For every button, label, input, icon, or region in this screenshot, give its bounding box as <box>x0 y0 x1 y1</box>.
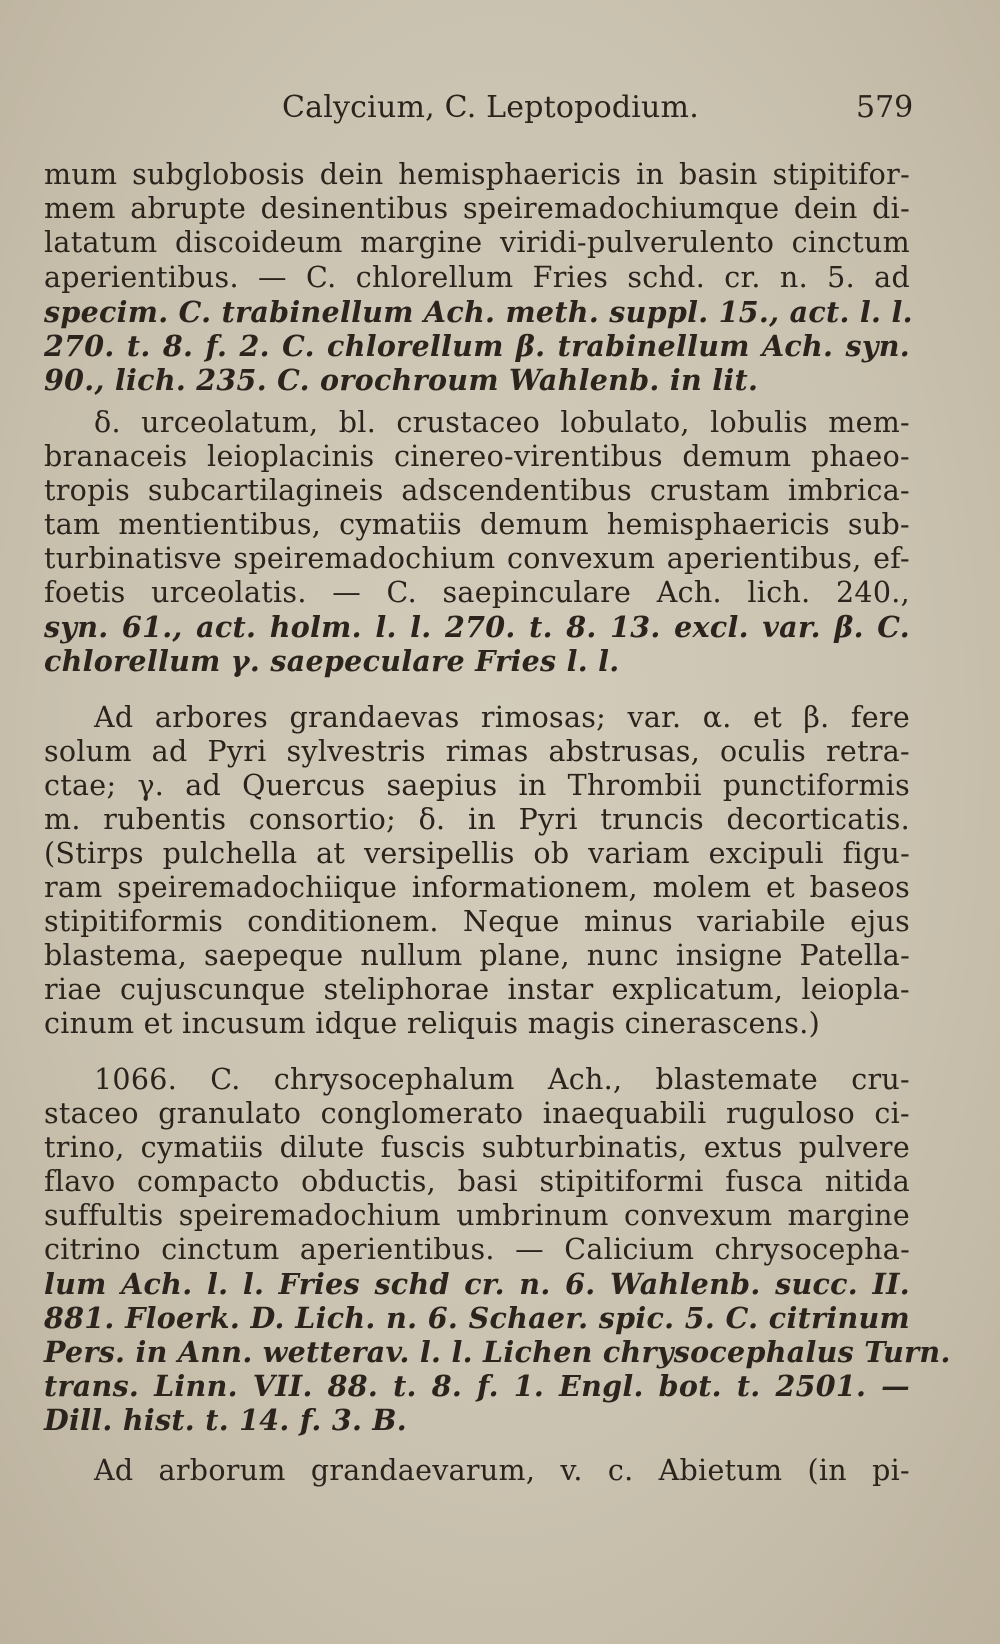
running-header <box>0 84 1000 132</box>
text-line: riae cujuscunque steliphorae instar explicatum, leiopla- <box>44 973 910 1006</box>
page-number: 579 <box>856 90 914 125</box>
text-line: Pers. in Ann. wetterav. l. l. Lichen chrysocephalus Turn. <box>44 1335 951 1369</box>
text-line: chlorellum γ. saepeculare Fries l. l. <box>44 644 620 678</box>
text-line: blastema, saepeque nullum plane, nunc insigne Patella- <box>44 939 910 972</box>
text-line: 270. t. 8. f. 2. C. chlorellum β. trabinellum Ach. syn. <box>44 329 910 363</box>
text-line: Dill. hist. t. 14. f. 3. B. <box>44 1403 408 1437</box>
text-line: staceo granulato conglomerato inaequabili ruguloso ci- <box>44 1097 910 1130</box>
text-line: m. rubentis consortio; δ. in Pyri truncis decorticatis. <box>44 803 910 836</box>
species-heading-line: 1066. C. chrysocephalum Ach., blastemate cru- <box>94 1063 910 1096</box>
text-line: stipitiformis conditionem. Neque minus variabile ejus <box>44 905 910 938</box>
text-line: lum Ach. l. l. Fries schd cr. n. 6. Wahlenb. succ. II. <box>44 1267 910 1301</box>
text-line: Ad arbores grandaevas rimosas; var. α. et β. fere <box>94 701 910 734</box>
text-line: tropis subcartilagineis adscendentibus crustam imbrica- <box>44 474 910 507</box>
text-line: branaceis leioplacinis cinereo-virentibus demum phaeo- <box>44 440 910 473</box>
text-line: turbinatisve speiremadochium convexum aperientibus, ef- <box>44 542 910 575</box>
text-line: trans. Linn. VII. 88. t. 8. f. 1. Engl. bot. t. 2501. — <box>44 1369 910 1403</box>
text-line: citrino cinctum aperientibus. — Calicium chrysocepha- <box>44 1233 910 1266</box>
header-title: Calycium, C. Leptopodium. <box>282 90 699 125</box>
text-line: (Stirps pulchella at versipellis ob variam excipuli figu- <box>44 837 910 870</box>
text-line: 90., lich. 235. C. orochroum Wahlenb. in lit. <box>44 363 759 397</box>
text-line: latatum discoideum margine viridi-pulverulento cinctum <box>44 226 910 259</box>
text-line: mum subglobosis dein hemisphaericis in basin stipitifor- <box>44 158 910 191</box>
text-line: foetis urceolatis. — C. saepinculare Ach. lich. 240., <box>44 576 910 609</box>
text-line: flavo compacto obductis, basi stipitiformi fusca nitida <box>44 1165 910 1198</box>
text-line: 881. Floerk. D. Lich. n. 6. Schaer. spic. 5. C. citrinum <box>44 1301 910 1335</box>
text-line: solum ad Pyri sylvestris rimas abstrusas, oculis retra- <box>44 735 910 768</box>
text-line: ctae; γ. ad Quercus saepius in Thrombii punctiformis <box>44 769 910 802</box>
text-line: specim. C. trabinellum Ach. meth. suppl. 15., act. l. l. <box>44 295 913 329</box>
text-line: syn. 61., act. holm. l. l. 270. t. 8. 13. excl. var. β. C. <box>44 610 910 644</box>
text-line: ram speiremadochiique informationem, molem et baseos <box>44 871 910 904</box>
text-line: suffultis speiremadochium umbrinum convexum margine <box>44 1199 910 1232</box>
text-line: aperientibus. — C. chlorellum Fries schd. cr. n. 5. ad <box>44 261 910 294</box>
text-line: Ad arborum grandaevarum, v. c. Abietum (in pi- <box>94 1454 910 1487</box>
text-line: tam mentientibus, cymatiis demum hemisphaericis sub- <box>44 508 910 541</box>
text-line: cinum et incusum idque reliquis magis cinerascens.) <box>44 1007 820 1040</box>
text-line: trino, cymatiis dilute fuscis subturbinatis, extus pulvere <box>44 1131 910 1164</box>
text-line: mem abrupte desinentibus speiremadochiumque dein di- <box>44 192 910 225</box>
text-line: δ. urceolatum, bl. crustaceo lobulato, lobulis mem- <box>94 406 910 439</box>
